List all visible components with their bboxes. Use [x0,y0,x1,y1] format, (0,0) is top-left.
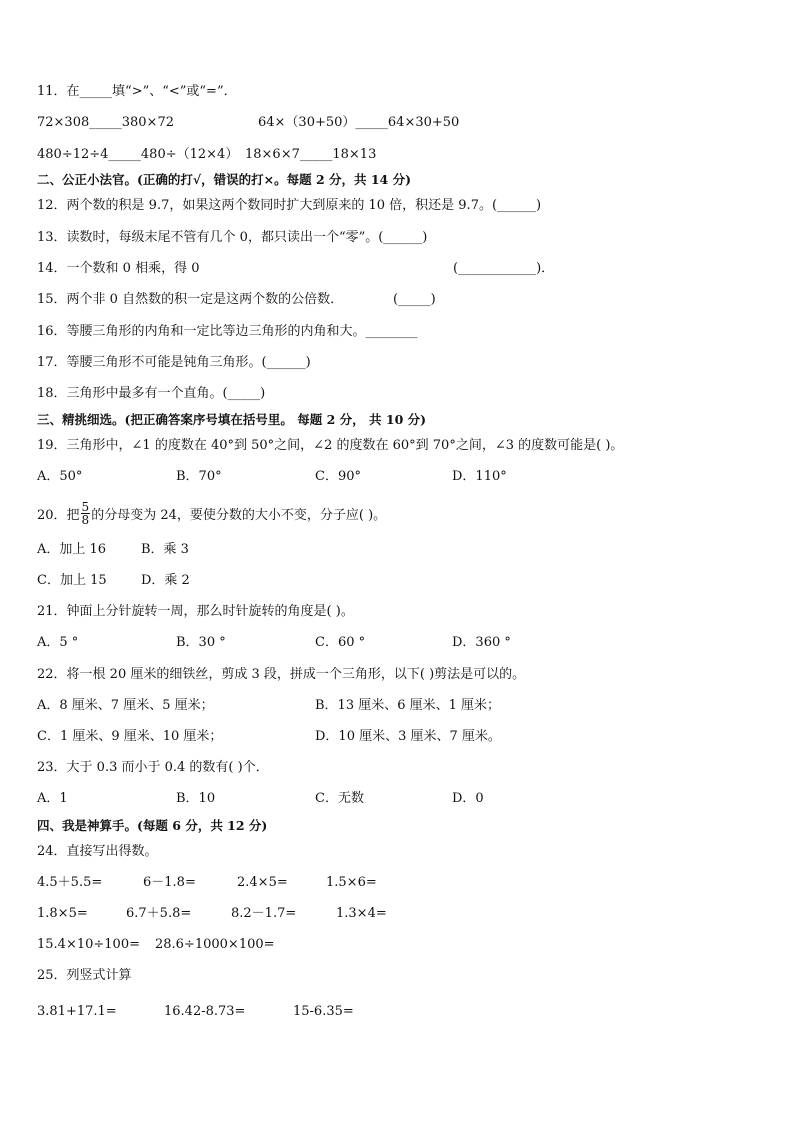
question-23-stem: 23．大于 0.3 而小于 0.4 的数有( )个． [37,760,269,775]
q24-calc-8: 1.3×4= [336,906,387,921]
q24-calc-9: 15.4×10÷100= [37,937,140,952]
q11-compare-2: 64×（30+50）_____64×30+50 [258,115,460,130]
question-12: 12．两个数的积是 9.7，如果这两个数同时扩大到原来的 10 倍，积还是 9.7。(______) [37,198,542,213]
question-13: 13．读数时，每级末尾不管有几个 0，都只读出一个“零”。(______) [37,230,428,245]
q20-stem-after: 的分母变为 24，要使分数的大小不变，分子应( )。 [91,508,387,523]
question-20-stem [37,500,387,529]
q24-calc-5: 1.8×5= [37,906,88,921]
q24-calc-7: 8.2－1.7= [231,906,297,921]
question-21-stem: 21．钟面上分针旋转一周，那么时针旋转的角度是( )。 [37,604,354,619]
question-22-stem: 22．将一根 20 厘米的细铁丝，剪成 3 段，拼成一个三角形，以下( )剪法是可以的。 [37,667,526,682]
question-16: 16．等腰三角形的内角和一定比等边三角形的内角和大。________ [37,324,418,339]
q20-option-a: A．加上 16 [37,542,107,557]
question-18: 18．三角形中最多有一个直角。(_____) [37,386,266,401]
q20-option-d: D．乘 2 [141,573,190,588]
q20-option-b: B．乘 3 [141,542,189,557]
question-17: 17．等腰三角形不可能是钝角三角形。(______) [37,355,311,370]
q25-calc-1: 3.81+17.1= [37,1004,117,1019]
q25-calc-3: 15-6.35= [293,1004,354,1019]
q21-option-d: D．360 ° [452,635,511,650]
q24-calc-1: 4.5＋5.5= [37,875,103,890]
q21-option-b: B．30 ° [176,635,226,650]
q21-option-a: A．5 ° [37,635,79,650]
question-14-answer-blank: (____________)． [453,261,555,276]
q20-fraction-denominator: 8 [81,513,90,527]
q19-option-a: A．50° [37,469,83,484]
question-11-title: 11．在_____填“>”、“<”或“=”． [37,84,237,99]
question-19-stem: 19．三角形中，∠1 的度数在 40°到 50°之间，∠2 的度数在 60°到 70°之间，∠3 的度数可能是( )。 [37,438,624,453]
q24-calc-2: 6－1.8= [143,875,196,890]
q22-option-d: D．10 厘米、3 厘米、7 厘米。 [315,729,501,744]
q24-calc-3: 2.4×5= [237,875,288,890]
q23-option-d: D．0 [452,791,484,806]
section-2-heading: 二、公正小法官。(正确的打√，错误的打×。每题 2 分，共 14 分) [37,172,412,187]
q11-compare-3: 480÷12÷4_____480÷（12×4） [37,147,239,162]
q20-option-c: C．加上 15 [37,573,107,588]
q24-calc-4: 1.5×6= [326,875,377,890]
section-3-heading: 三、精挑细选。(把正确答案序号填在括号里。 每题 2 分， 共 10 分) [37,412,427,427]
q22-option-a: A．8 厘米、7 厘米、5 厘米； [37,698,214,713]
q24-calc-6: 6.7＋5.8= [126,906,192,921]
q11-compare-4: 18×6×7_____18×13 [245,147,377,162]
question-14: 14．一个数和 0 相乘，得 0 [37,261,200,276]
section-4-heading: 四、我是神算手。(每题 6 分，共 12 分) [37,818,268,833]
q22-option-b: B．13 厘米、6 厘米、1 厘米； [315,698,501,713]
q23-option-c: C．无数 [315,791,364,806]
q19-option-d: D．110° [452,469,507,484]
q21-option-c: C．60 ° [315,635,366,650]
q25-calc-2: 16.42-8.73= [164,1004,246,1019]
question-15: 15．两个非 0 自然数的积一定是这两个数的公倍数． [37,292,344,307]
q24-calc-10: 28.6÷1000×100= [155,937,275,952]
q23-option-b: B．10 [176,791,216,806]
q11-compare-1: 72×308_____380×72 [37,115,174,130]
q22-option-c: C．1 厘米、9 厘米、10 厘米； [37,729,223,744]
q19-option-c: C．90° [315,469,361,484]
question-24-stem: 24．直接写出得数。 [37,844,158,859]
q23-option-a: A．1 [37,791,68,806]
q20-fraction-numerator: 5 [81,500,90,514]
question-25-stem: 25．列竖式计算 [37,968,132,983]
q20-stem-before: 20．把 [37,508,80,523]
q19-option-b: B．70° [176,469,222,484]
question-15-answer-blank: (_____) [393,292,436,307]
q20-fraction [81,501,91,526]
